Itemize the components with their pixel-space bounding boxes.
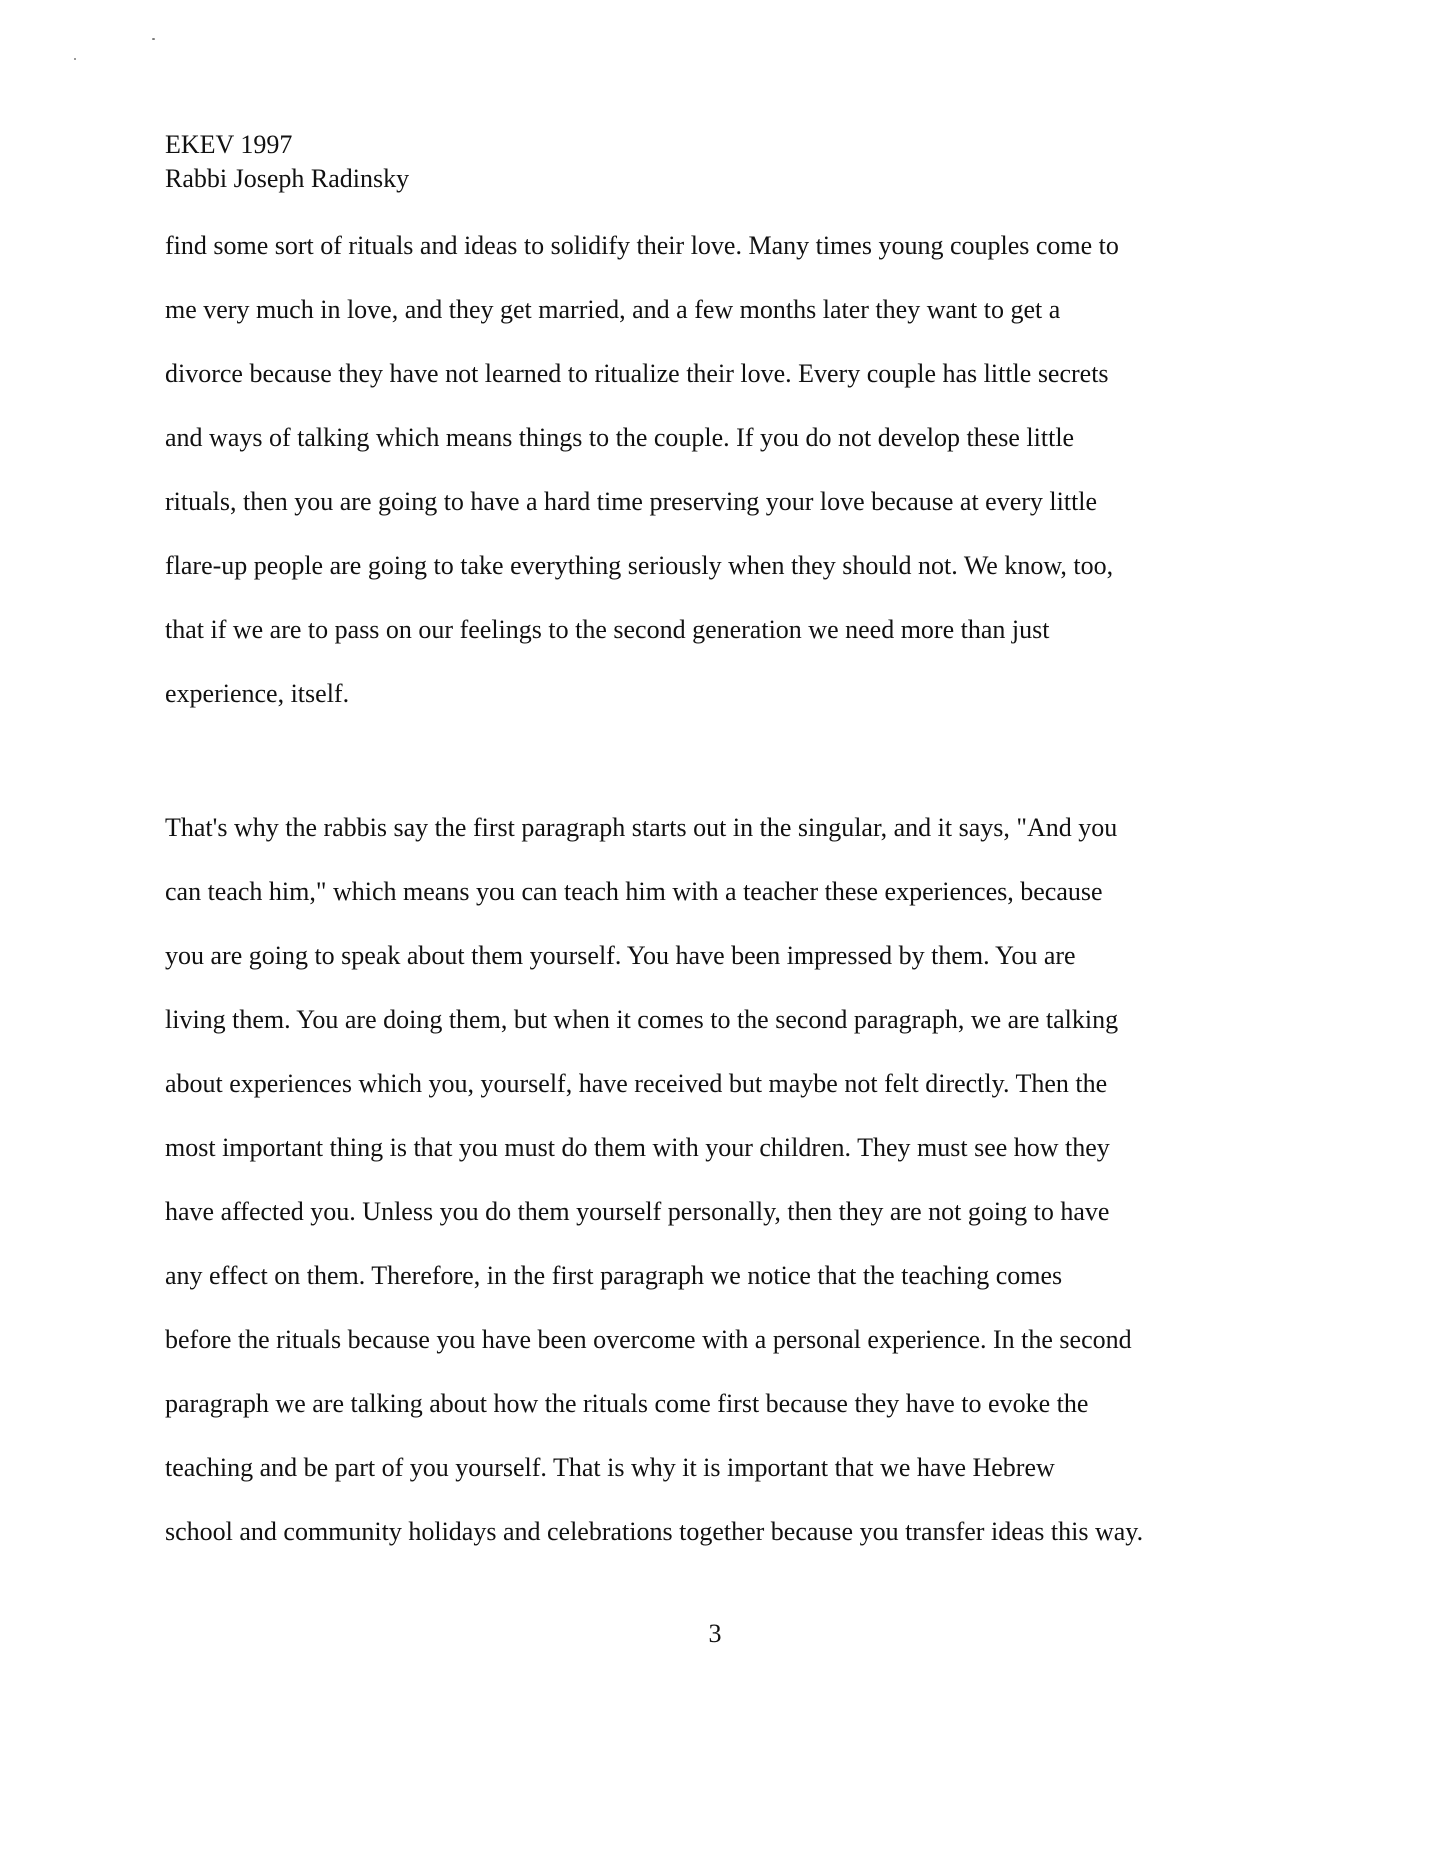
text-line: divorce because they have not learned to ritualize their love. Every couple has little secrets bbox=[165, 359, 1109, 388]
text-line: can teach him," which means you can teach him with a teacher these experiences, because bbox=[165, 877, 1103, 906]
text-line: rituals, then you are going to have a hard time preserving your love because at every little bbox=[165, 487, 1098, 516]
text-line: teaching and be part of you yourself. That is why it is important that we have Hebrew bbox=[165, 1453, 1055, 1482]
text-line: about experiences which you, yourself, have received but maybe not felt directly. Then the bbox=[165, 1069, 1108, 1098]
text-line: most important thing is that you must do them with your children. They must see how they bbox=[165, 1133, 1110, 1162]
document-header bbox=[165, 128, 409, 196]
document-author: Rabbi Joseph Radinsky bbox=[165, 164, 410, 193]
text-line: that if we are to pass on our feelings to the second generation we need more than just bbox=[165, 615, 1050, 644]
text-line: living them. You are doing them, but when it comes to the second paragraph, we are talking bbox=[165, 1005, 1119, 1034]
text-line: me very much in love, and they get married, and a few months later they want to get a bbox=[165, 295, 1061, 324]
text-line: and ways of talking which means things to the couple. If you do not develop these little bbox=[165, 423, 1075, 452]
document-title: EKEV 1997 bbox=[165, 130, 293, 159]
text-line: before the rituals because you have been overcome with a personal experience. In the second bbox=[165, 1325, 1132, 1354]
scan-speck bbox=[74, 58, 76, 60]
text-line: experience, itself. bbox=[165, 679, 350, 708]
text-line: you are going to speak about them yourself. You have been impressed by them. You are bbox=[165, 941, 1076, 970]
page-number: 3 bbox=[708, 1619, 722, 1648]
text-line: any effect on them. Therefore, in the first paragraph we notice that the teaching comes bbox=[165, 1261, 1063, 1290]
text-line: flare-up people are going to take everything seriously when they should not. We know, too, bbox=[165, 551, 1114, 580]
text-line: find some sort of rituals and ideas to solidify their love. Many times young couples come to bbox=[165, 231, 1119, 260]
text-line: school and community holidays and celebrations together because you transfer ideas this way. bbox=[165, 1517, 1144, 1546]
text-line: paragraph we are talking about how the rituals come first because they have to evoke the bbox=[165, 1389, 1089, 1418]
scan-speck bbox=[152, 38, 155, 40]
text-line: have affected you. Unless you do them yourself personally, then they are not going to have bbox=[165, 1197, 1110, 1226]
text-line: That's why the rabbis say the first paragraph starts out in the singular, and it says, "And you bbox=[165, 813, 1118, 842]
